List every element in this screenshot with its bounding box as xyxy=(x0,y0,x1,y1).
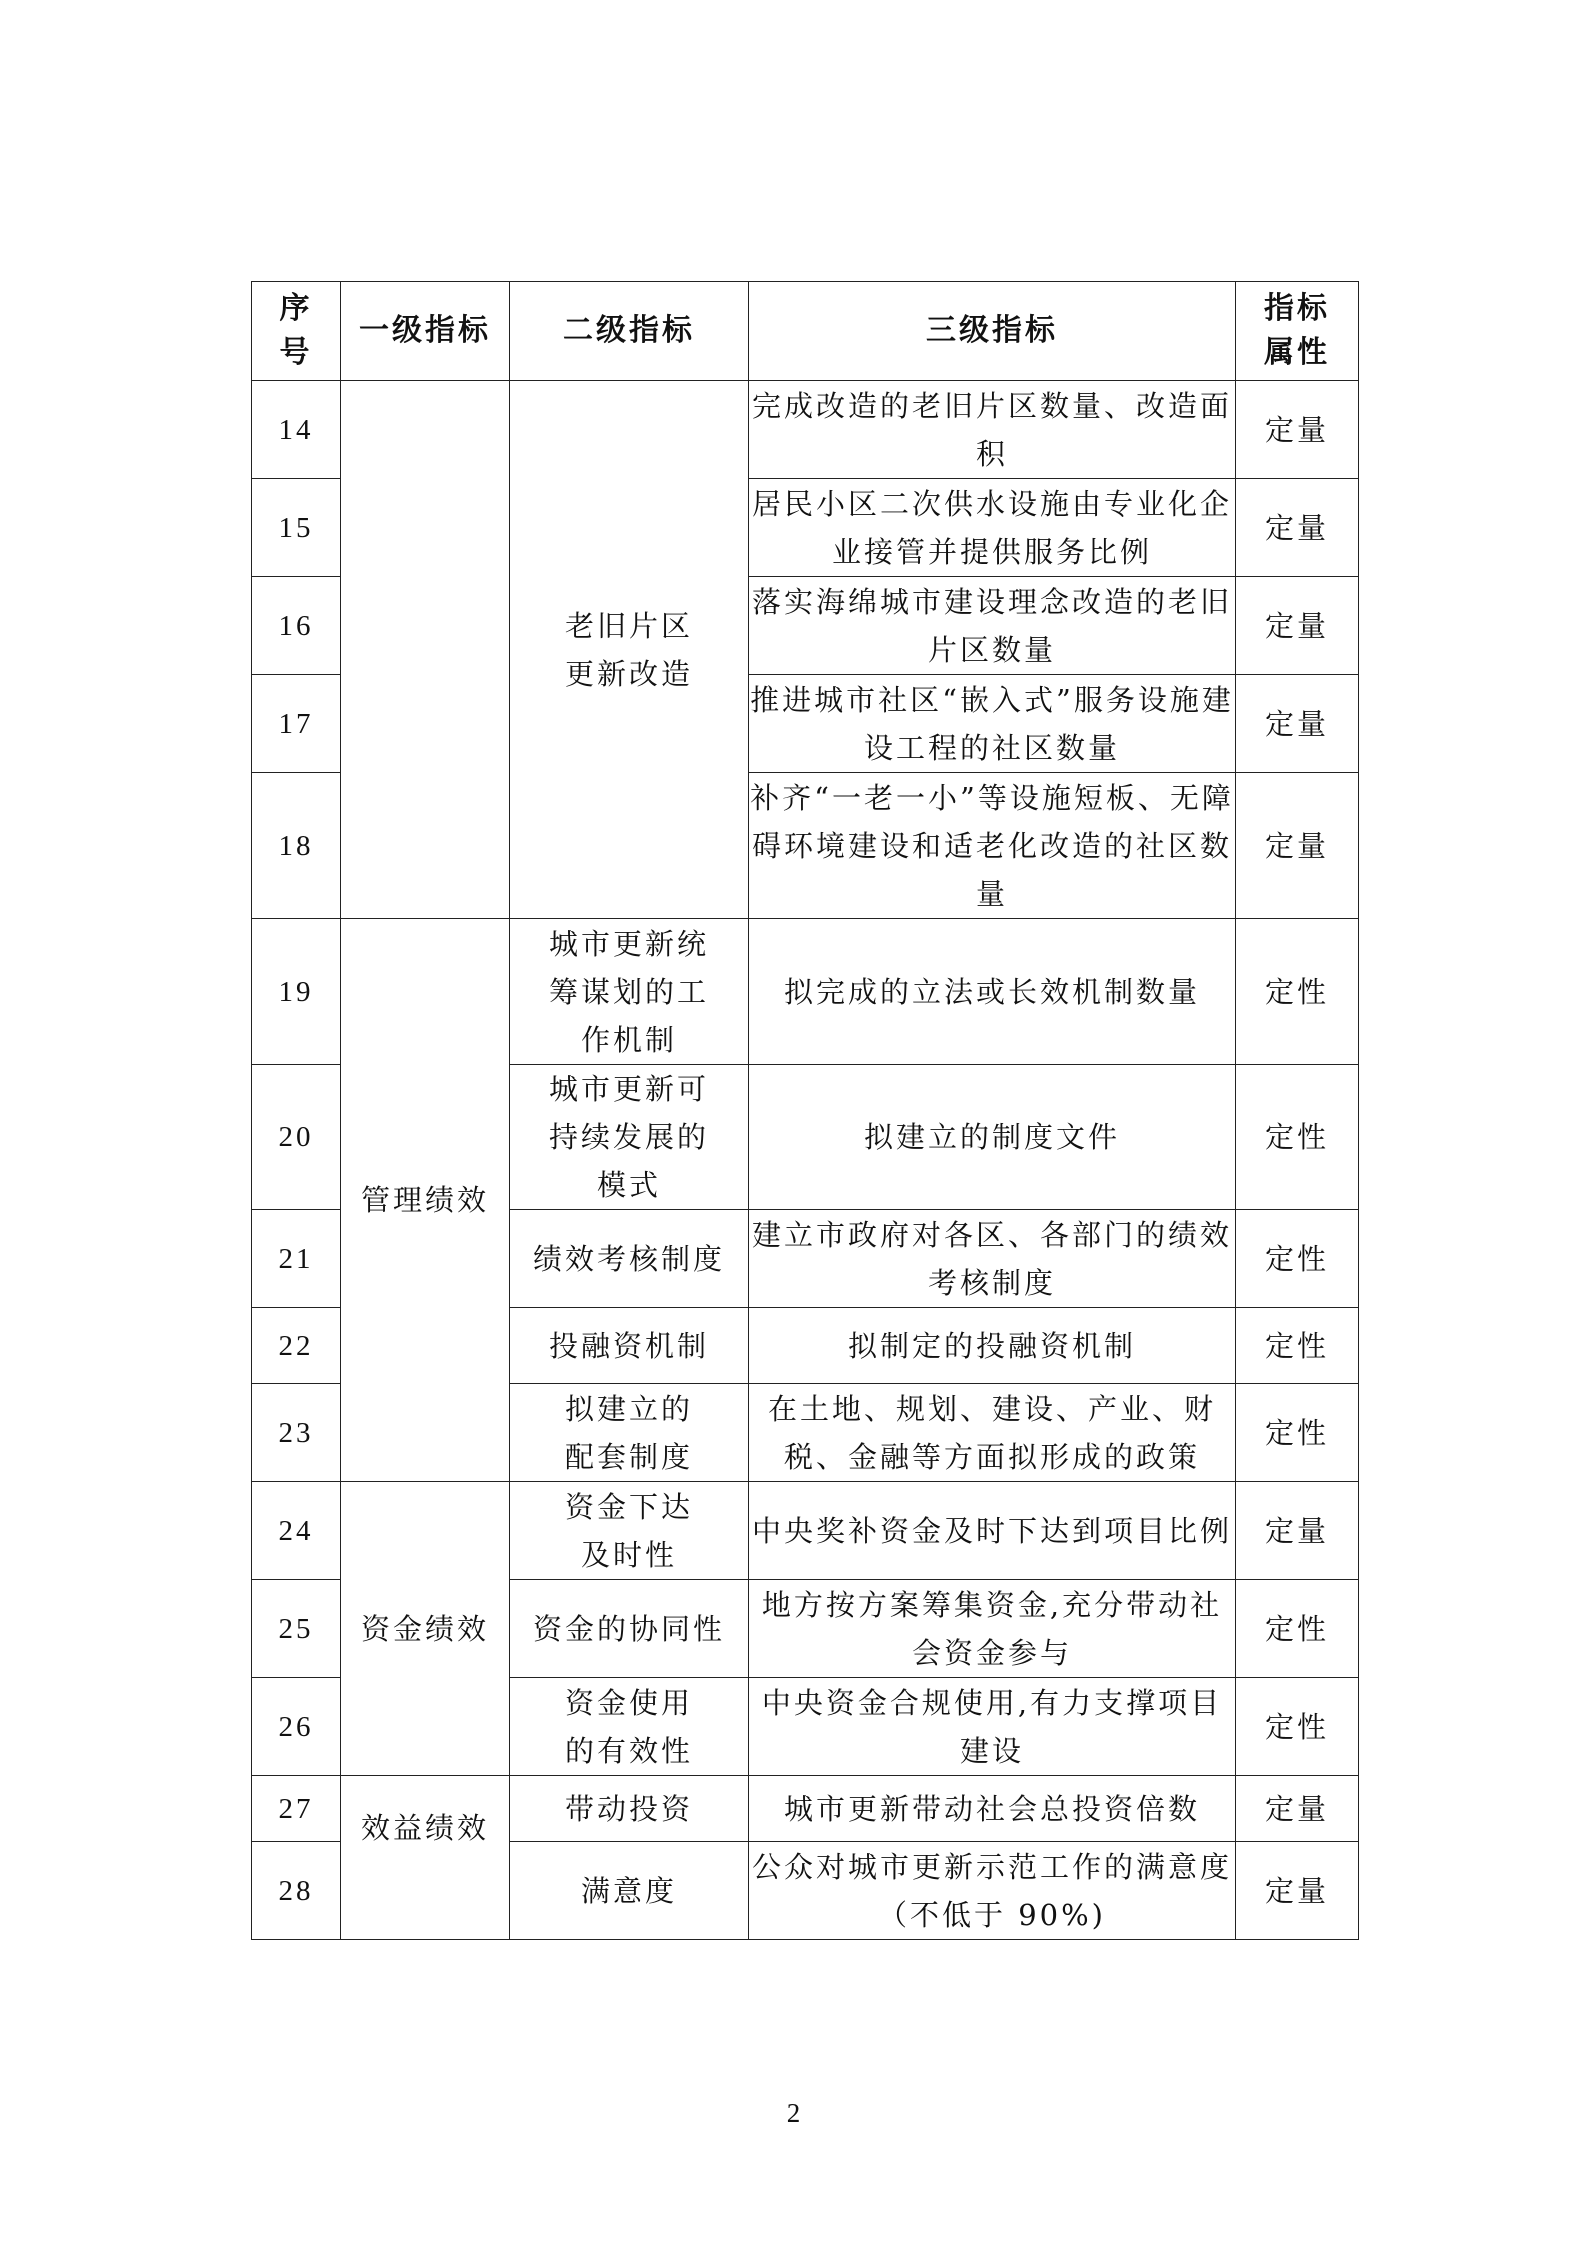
level3-cell: 拟完成的立法或长效机制数量 xyxy=(749,919,1236,1065)
level3-cell: 推进城市社区“嵌入式”服务设施建设工程的社区数量 xyxy=(749,675,1236,773)
attribute-cell: 定量 xyxy=(1236,381,1359,479)
level2-cell: 带动投资 xyxy=(510,1776,749,1842)
attribute-cell: 定性 xyxy=(1236,1678,1359,1776)
attribute-cell: 定量 xyxy=(1236,1842,1359,1940)
row-number: 20 xyxy=(252,1065,341,1210)
level3-cell: 公众对城市更新示范工作的满意度（不低于 90%) xyxy=(749,1842,1236,1940)
level2-cell xyxy=(510,1384,749,1482)
level3-cell: 地方按方案筹集资金,充分带动社会资金参与 xyxy=(749,1580,1236,1678)
level1-cell xyxy=(341,1776,510,1940)
attribute-cell: 定性 xyxy=(1236,1580,1359,1678)
attribute-cell: 定性 xyxy=(1236,1210,1359,1308)
attribute-cell: 定量 xyxy=(1236,479,1359,577)
row-number: 17 xyxy=(252,675,341,773)
table-row xyxy=(252,919,1359,1065)
level2-cell: 投融资机制 xyxy=(510,1308,749,1384)
level3-cell: 在土地、规划、建设、产业、财税、金融等方面拟形成的政策 xyxy=(749,1384,1236,1482)
level3-cell: 居民小区二次供水设施由专业化企业接管并提供服务比例 xyxy=(749,479,1236,577)
table-row xyxy=(252,381,1359,479)
level2-cell: 满意度 xyxy=(510,1842,749,1940)
level2-text: 资金使用的有效性 xyxy=(564,1685,693,1768)
level2-text: 城市更新统筹谋划的工作机制 xyxy=(548,926,709,1057)
level2-cell xyxy=(510,1678,749,1776)
row-number: 19 xyxy=(252,919,341,1065)
row-number: 25 xyxy=(252,1580,341,1678)
level3-cell: 落实海绵城市建设理念改造的老旧片区数量 xyxy=(749,577,1236,675)
row-number: 23 xyxy=(252,1384,341,1482)
header-attribute xyxy=(1236,282,1359,381)
level1-cell: 管理绩效 xyxy=(341,919,510,1482)
level2-text: 老旧片区更新改造 xyxy=(564,608,693,691)
level2-text: 城市更新可持续发展的模式 xyxy=(548,1072,709,1202)
level2-cell: 资金的协同性 xyxy=(510,1580,749,1678)
attribute-cell: 定性 xyxy=(1236,1308,1359,1384)
row-number: 18 xyxy=(252,773,341,919)
row-number: 22 xyxy=(252,1308,341,1384)
header-seq-text: 序号 xyxy=(279,291,313,370)
row-number: 28 xyxy=(252,1842,341,1940)
level2-text: 资金下达及时性 xyxy=(564,1489,693,1572)
level2-cell: 绩效考核制度 xyxy=(510,1210,749,1308)
level2-cell xyxy=(510,381,749,919)
level3-cell: 完成改造的老旧片区数量、改造面积 xyxy=(749,381,1236,479)
header-level2: 二级指标 xyxy=(510,282,749,381)
level2-cell xyxy=(510,919,749,1065)
row-number: 15 xyxy=(252,479,341,577)
level3-cell: 拟制定的投融资机制 xyxy=(749,1308,1236,1384)
table-header-row xyxy=(252,282,1359,381)
header-level3: 三级指标 xyxy=(749,282,1236,381)
level3-cell: 中央资金合规使用,有力支撑项目建设 xyxy=(749,1678,1236,1776)
row-number: 24 xyxy=(252,1482,341,1580)
level2-cell xyxy=(510,1065,749,1210)
attribute-cell: 定量 xyxy=(1236,577,1359,675)
level3-cell: 建立市政府对各区、各部门的绩效考核制度 xyxy=(749,1210,1236,1308)
header-attribute-text: 指标属性 xyxy=(1264,291,1330,370)
level1-cell xyxy=(341,381,510,919)
attribute-cell: 定量 xyxy=(1236,1776,1359,1842)
indicator-table xyxy=(251,281,1359,1940)
table-row xyxy=(252,1482,1359,1580)
table-row xyxy=(252,1776,1359,1842)
level1-text: 效益绩效 xyxy=(360,1811,489,1845)
level3-cell: 中央奖补资金及时下达到项目比例 xyxy=(749,1482,1236,1580)
header-seq xyxy=(252,282,341,381)
attribute-cell: 定量 xyxy=(1236,773,1359,919)
row-number: 16 xyxy=(252,577,341,675)
attribute-cell: 定量 xyxy=(1236,1482,1359,1580)
attribute-cell: 定量 xyxy=(1236,675,1359,773)
attribute-cell: 定性 xyxy=(1236,1384,1359,1482)
row-number: 14 xyxy=(252,381,341,479)
attribute-cell: 定性 xyxy=(1236,919,1359,1065)
attribute-cell: 定性 xyxy=(1236,1065,1359,1210)
level3-cell: 补齐“一老一小”等设施短板、无障碍环境建设和适老化改造的社区数量 xyxy=(749,773,1236,919)
level3-cell: 拟建立的制度文件 xyxy=(749,1065,1236,1210)
level2-text: 拟建立的配套制度 xyxy=(564,1391,693,1474)
level3-cell: 城市更新带动社会总投资倍数 xyxy=(749,1776,1236,1842)
page-number: 2 xyxy=(786,2098,801,2128)
row-number: 26 xyxy=(252,1678,341,1776)
level2-cell xyxy=(510,1482,749,1580)
level1-cell: 资金绩效 xyxy=(341,1482,510,1776)
header-level1: 一级指标 xyxy=(341,282,510,381)
row-number: 21 xyxy=(252,1210,341,1308)
row-number: 27 xyxy=(252,1776,341,1842)
